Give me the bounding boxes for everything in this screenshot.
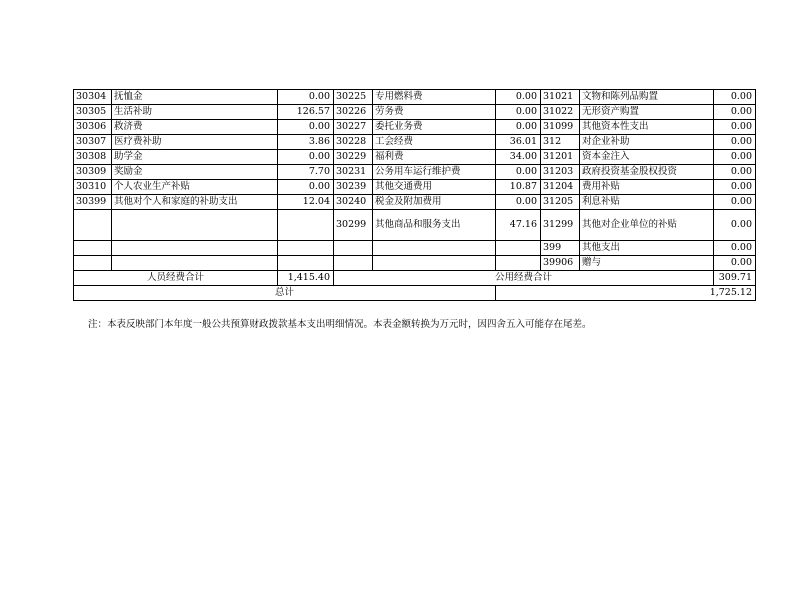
item-code: 30226 bbox=[334, 105, 373, 120]
item-name: 个人农业生产补贴 bbox=[112, 180, 278, 195]
item-name: 赠与 bbox=[580, 256, 714, 271]
item-amount: 0.00 bbox=[496, 105, 541, 120]
item-name bbox=[373, 241, 496, 256]
item-amount: 0.00 bbox=[714, 135, 756, 150]
item-code: 30399 bbox=[74, 195, 112, 210]
item-code: 30306 bbox=[74, 120, 112, 135]
item-code: 30305 bbox=[74, 105, 112, 120]
item-code: 312 bbox=[541, 135, 580, 150]
item-code bbox=[74, 210, 112, 241]
expenditure-detail-table bbox=[73, 89, 756, 301]
table-row bbox=[74, 150, 756, 165]
item-name bbox=[373, 256, 496, 271]
item-amount: 0.00 bbox=[714, 105, 756, 120]
item-amount: 0.00 bbox=[278, 180, 334, 195]
item-code bbox=[334, 241, 373, 256]
item-amount: 47.16 bbox=[496, 210, 541, 241]
item-name: 其他资本性支出 bbox=[580, 120, 714, 135]
item-code: 30304 bbox=[74, 90, 112, 105]
table-row bbox=[74, 135, 756, 150]
table-footer bbox=[74, 271, 756, 301]
item-amount: 0.00 bbox=[496, 165, 541, 180]
item-amount: 0.00 bbox=[278, 150, 334, 165]
item-amount: 0.00 bbox=[714, 241, 756, 256]
item-code: 30225 bbox=[334, 90, 373, 105]
item-code: 31299 bbox=[541, 210, 580, 241]
item-amount: 0.00 bbox=[714, 210, 756, 241]
item-code: 30229 bbox=[334, 150, 373, 165]
item-amount: 7.70 bbox=[278, 165, 334, 180]
table-row bbox=[74, 165, 756, 180]
item-amount: 0.00 bbox=[714, 195, 756, 210]
item-amount bbox=[278, 241, 334, 256]
item-name: 劳务费 bbox=[373, 105, 496, 120]
subtotal-row bbox=[74, 271, 756, 286]
item-name bbox=[112, 256, 278, 271]
table-row bbox=[74, 90, 756, 105]
table-row bbox=[74, 256, 756, 271]
item-amount: 0.00 bbox=[496, 90, 541, 105]
item-code: 30240 bbox=[334, 195, 373, 210]
personnel-subtotal-value: 1,415.40 bbox=[278, 271, 334, 286]
item-amount: 0.00 bbox=[714, 150, 756, 165]
table-row bbox=[74, 241, 756, 256]
item-code: 30310 bbox=[74, 180, 112, 195]
item-name: 对企业补助 bbox=[580, 135, 714, 150]
item-amount: 36.01 bbox=[496, 135, 541, 150]
item-name: 专用燃料费 bbox=[373, 90, 496, 105]
item-amount: 12.04 bbox=[278, 195, 334, 210]
item-name: 福利费 bbox=[373, 150, 496, 165]
item-amount: 0.00 bbox=[496, 120, 541, 135]
item-code: 30231 bbox=[334, 165, 373, 180]
item-amount: 3.86 bbox=[278, 135, 334, 150]
item-amount: 34.00 bbox=[496, 150, 541, 165]
total-label: 总计 bbox=[74, 286, 496, 301]
item-name: 奖励金 bbox=[112, 165, 278, 180]
item-amount: 0.00 bbox=[278, 90, 334, 105]
item-name: 委托业务费 bbox=[373, 120, 496, 135]
item-code: 31099 bbox=[541, 120, 580, 135]
item-amount: 10.87 bbox=[496, 180, 541, 195]
item-code: 30307 bbox=[74, 135, 112, 150]
total-row bbox=[74, 286, 756, 301]
item-amount: 0.00 bbox=[714, 90, 756, 105]
item-code: 30308 bbox=[74, 150, 112, 165]
table-row bbox=[74, 180, 756, 195]
item-amount bbox=[496, 241, 541, 256]
item-amount: 126.57 bbox=[278, 105, 334, 120]
item-name: 其他商品和服务支出 bbox=[373, 210, 496, 241]
table-footnote: 注：本表反映部门本年度一般公共预算财政拨款基本支出明细情况。本表金额转换为万元时，因四舍五入可能存在尾差。 bbox=[88, 319, 592, 330]
item-code bbox=[74, 241, 112, 256]
item-code: 399 bbox=[541, 241, 580, 256]
table-row bbox=[74, 105, 756, 120]
item-code: 39906 bbox=[541, 256, 580, 271]
item-name: 费用补贴 bbox=[580, 180, 714, 195]
table-body bbox=[74, 90, 756, 271]
item-name: 救济费 bbox=[112, 120, 278, 135]
item-name: 利息补贴 bbox=[580, 195, 714, 210]
item-code bbox=[334, 256, 373, 271]
item-amount: 0.00 bbox=[496, 195, 541, 210]
item-code: 31022 bbox=[541, 105, 580, 120]
item-name bbox=[112, 241, 278, 256]
personnel-subtotal-label: 人员经费合计 bbox=[74, 271, 278, 286]
item-code: 30299 bbox=[334, 210, 373, 241]
item-code: 31201 bbox=[541, 150, 580, 165]
item-code: 31205 bbox=[541, 195, 580, 210]
public-subtotal-label: 公用经费合计 bbox=[334, 271, 714, 286]
total-value: 1,725.12 bbox=[496, 286, 756, 301]
item-amount: 0.00 bbox=[714, 180, 756, 195]
table-row bbox=[74, 210, 756, 241]
item-code: 31204 bbox=[541, 180, 580, 195]
item-name: 其他对个人和家庭的补助支出 bbox=[112, 195, 278, 210]
public-subtotal-value: 309.71 bbox=[714, 271, 756, 286]
item-code: 30309 bbox=[74, 165, 112, 180]
item-code: 31203 bbox=[541, 165, 580, 180]
item-name: 税金及附加费用 bbox=[373, 195, 496, 210]
item-name: 政府投资基金股权投资 bbox=[580, 165, 714, 180]
item-name: 其他交通费用 bbox=[373, 180, 496, 195]
item-amount bbox=[496, 256, 541, 271]
item-name: 医疗费补助 bbox=[112, 135, 278, 150]
item-amount: 0.00 bbox=[714, 165, 756, 180]
item-code bbox=[74, 256, 112, 271]
item-name: 抚恤金 bbox=[112, 90, 278, 105]
item-amount bbox=[278, 256, 334, 271]
table-row bbox=[74, 195, 756, 210]
item-amount: 0.00 bbox=[714, 120, 756, 135]
item-amount: 0.00 bbox=[278, 120, 334, 135]
item-name: 工会经费 bbox=[373, 135, 496, 150]
item-name: 无形资产购置 bbox=[580, 105, 714, 120]
item-name: 助学金 bbox=[112, 150, 278, 165]
item-name: 其他支出 bbox=[580, 241, 714, 256]
item-code: 31021 bbox=[541, 90, 580, 105]
item-name: 文物和陈列品购置 bbox=[580, 90, 714, 105]
item-amount: 0.00 bbox=[714, 256, 756, 271]
item-name: 公务用车运行维护费 bbox=[373, 165, 496, 180]
item-name bbox=[112, 210, 278, 241]
item-name: 其他对企业单位的补贴 bbox=[580, 210, 714, 241]
item-code: 30227 bbox=[334, 120, 373, 135]
item-name: 生活补助 bbox=[112, 105, 278, 120]
item-name: 资本金注入 bbox=[580, 150, 714, 165]
item-amount bbox=[278, 210, 334, 241]
item-code: 30228 bbox=[334, 135, 373, 150]
item-code: 30239 bbox=[334, 180, 373, 195]
table-row bbox=[74, 120, 756, 135]
